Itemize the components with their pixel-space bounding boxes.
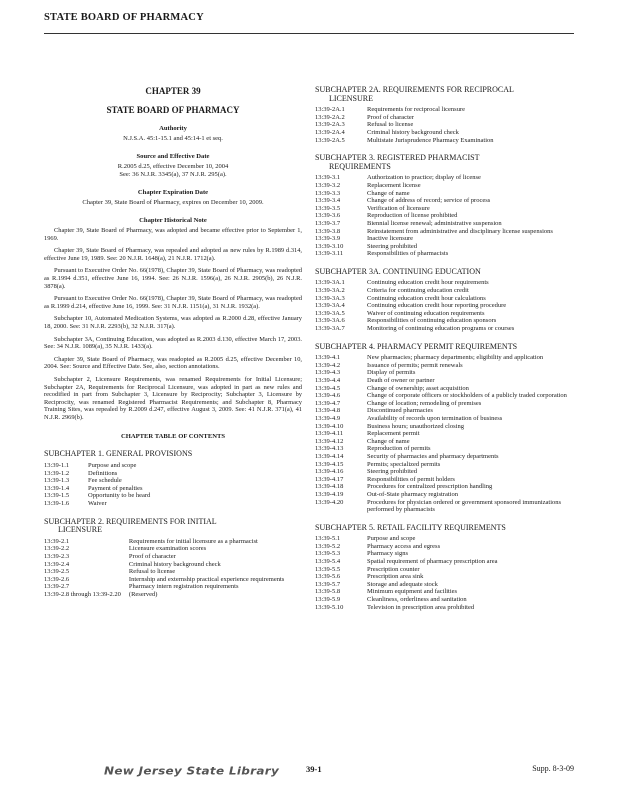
section-number: 13:39-3A.5: [315, 309, 345, 317]
section-number: 13:39-1.3: [44, 477, 70, 485]
toc-entry: [315, 362, 578, 370]
section-title: Change of location; remodeling of premises: [367, 399, 482, 407]
subchapter-title: SUBCHAPTER 2A. REQUIREMENTS FOR RECIPROCAL: [315, 85, 514, 94]
history-paragraph: Pursuant to Executive Order No. 66(1978), Chapter 39, State Board of Pharmacy, was readopted as R.1999 d.214, effective June 16, 1999. See: 31 N.J.R. 1151(a), 31 N.J.R. 1932(a).: [44, 295, 302, 310]
toc-entry: [44, 545, 302, 553]
history-paragraph: Subchapter 10, Automated Medication Systems, was adopted as R.2000 d.28, effective January 18, 2000. See: 31 N.J.R. 2293(b), 32 N.J.R. 317(a).: [44, 315, 302, 330]
section-number: 13:39-3A.6: [315, 317, 345, 325]
section-number: 13:39-1.1: [44, 462, 70, 470]
section-number: 13:39-3A.3: [315, 294, 345, 302]
section-title: Prescription area sink: [367, 573, 424, 581]
section-title: Monitoring of continuing education programs or courses: [367, 325, 515, 333]
toc-entry: [315, 415, 578, 423]
section-title: Spatial requirement of pharmacy prescription area: [367, 558, 498, 566]
section-title: Reinstatement from administrative and disciplinary license suspensions: [367, 227, 553, 235]
section-number: 13:39-3.6: [315, 212, 341, 220]
section-title: Display of permits: [367, 369, 416, 377]
toc-entry: [315, 392, 578, 400]
section-number: 13:39-3A.7: [315, 325, 345, 333]
section-title: Inactive licensure: [367, 235, 414, 243]
subchapter-title-cont: LICENSURE: [58, 525, 102, 535]
section-title: Discontinued pharmacies: [367, 407, 433, 415]
section-number: 13:39-4.10: [315, 422, 344, 430]
section-title: Change of name: [367, 437, 410, 445]
section-title: Procedures for centralized prescription handling: [367, 483, 493, 491]
section-number: 13:39-4.11: [315, 430, 344, 438]
section-number: 13:39-4.9: [315, 414, 341, 422]
section-number: 13:39-5.9: [315, 596, 341, 604]
history-paragraph: Chapter 39, State Board of Pharmacy, was readopted as R.2005 d.25, effective December 10, 2004. See: Source and Effective Date. See, also, section annotations.: [44, 355, 302, 371]
section-number: 13:39-3.2: [315, 181, 341, 189]
chapter-number: CHAPTER 39: [145, 86, 201, 96]
subchapter-heading: [44, 450, 302, 459]
source-line: R.2005 d.25, effective December 10, 2004: [117, 163, 229, 170]
toc-entry: [315, 543, 578, 551]
toc-entry: [315, 279, 578, 287]
toc-entry: [315, 468, 578, 476]
toc-entry: [315, 212, 578, 220]
section-number: 13:39-3.1: [315, 174, 341, 182]
section-title: Criminal history background check: [128, 560, 221, 568]
toc-entry: [44, 591, 302, 599]
section-number: 13:39-2.4: [44, 560, 70, 568]
left-column: [44, 86, 302, 599]
section-title: Proof of character: [367, 113, 414, 121]
toc-entry: [44, 470, 302, 478]
toc-entry: [315, 581, 578, 589]
section-title: Minimum equipment and facilities: [367, 588, 458, 596]
section-title: Purpose and scope: [88, 462, 137, 470]
section-number: 13:39-4.4: [315, 377, 341, 384]
authority-heading: Authority: [159, 125, 187, 132]
toc-entry: [315, 558, 578, 566]
section-number: 13:39-2A.2: [315, 113, 345, 121]
toc-entry: [315, 129, 578, 137]
section-number: 13:39-3.7: [315, 219, 341, 227]
section-number: 13:39-2.7: [44, 583, 70, 591]
toc-entry: [315, 250, 578, 258]
header-rule: [44, 33, 574, 34]
section-title: Pharmacy signs: [367, 550, 408, 558]
toc-entry: [315, 461, 578, 469]
toc-entry: [315, 445, 578, 453]
section-title: Definitions: [88, 469, 118, 477]
section-number: 13:39-5.10: [315, 603, 344, 611]
subchapter-title: SUBCHAPTER 5. RETAIL FACILITY REQUIREMENTS: [315, 522, 506, 532]
section-title: New pharmacies; pharmacy departments; eligibility and application: [367, 354, 544, 362]
toc-entry: [315, 310, 578, 318]
toc-entry: [44, 553, 302, 561]
section-number: 13:39-1.5: [44, 492, 70, 500]
toc-entry: [315, 604, 578, 612]
toc-list: [44, 462, 302, 508]
toc-list: [315, 174, 578, 258]
subchapter-title: SUBCHAPTER 4. PHARMACY PERMIT REQUIREMENTS: [315, 341, 518, 351]
toc-entry: [315, 369, 578, 377]
toc-entry: [315, 596, 578, 604]
toc-entry: [315, 243, 578, 251]
subchapter-title: SUBCHAPTER 2. REQUIREMENTS FOR INITIAL: [44, 516, 217, 526]
section-number: 13:39-4.16: [315, 468, 344, 476]
toc-entry: [315, 197, 578, 205]
toc-entry: [315, 377, 578, 385]
section-number: 13:39-5.6: [315, 573, 341, 581]
section-title: Responsibilities of continuing education sponsors: [367, 317, 497, 325]
toc-heading: CHAPTER TABLE OF CONTENTS: [120, 433, 226, 441]
section-number: 13:39-3.10: [315, 242, 344, 250]
section-number: 13:39-4.17: [315, 475, 344, 483]
section-number: 13:39-3A.4: [315, 302, 345, 310]
page-footer: [44, 764, 574, 782]
history-paragraph: Pursuant to Executive Order No. 66(1978), Chapter 39, State Board of Pharmacy, was readopted as R.1994 d.351, effective June 16, 1994. See: 26 N.J.R. 1596(a), 26 N.J.R. 2905(b), 26 N.J.R. 3878(a).: [44, 267, 302, 290]
section-title: Out-of-State pharmacy registration: [367, 490, 458, 498]
section-title: Storage and adequate stock: [367, 580, 438, 588]
section-title: Change of address of record; service of process: [367, 197, 491, 205]
section-title: Refusal to license: [128, 568, 176, 576]
toc-list: [315, 354, 578, 513]
toc-entry: [315, 453, 578, 461]
history-heading: Chapter Historical Note: [139, 217, 207, 224]
section-title: Licensure examination scores: [128, 545, 207, 553]
section-number: 13:39-3A.2: [315, 287, 345, 295]
subchapter-heading: [44, 518, 302, 535]
section-title: Change of ownership; asset acquisition: [367, 384, 469, 392]
section-title: Continuing education credit hour reporting procedure: [367, 302, 507, 310]
section-number: 13:39-5.2: [315, 542, 341, 550]
history-paragraph: Subchapter 2, Licensure Requirements, was renamed Requirements for Initial Licensure; Subchapter 2A, Requirements for Reciprocal Licensure, was adopted in part as new rules and recodified in part from Subchapter 3, Licensure by Reciprocity; Subchapter 3, Licensure by Reciprocity, was renamed Registered Pharmacist Requirements; and Subchapter 8, Pharmacy Training Sites, was repealed by R.2009 d.247, effective August 3, 2009. See: 41 N.J.R. 371(a), 41 N.J.R. 2969(b).: [44, 375, 302, 421]
toc-entry: [315, 190, 578, 198]
toc-entry: [315, 491, 578, 499]
toc-entry: [315, 535, 578, 543]
toc-entry: [44, 576, 302, 584]
section-title: Steering prohibited: [367, 468, 418, 476]
source-heading: Source and Effective Date: [136, 153, 210, 160]
section-title: Verification of licensure: [367, 204, 430, 212]
toc-list: [44, 538, 302, 599]
section-number: 13:39-5.4: [315, 558, 341, 566]
subchapter-heading: [315, 343, 578, 352]
section-number: 13:39-5.1: [315, 535, 341, 543]
toc-entry: [44, 568, 302, 576]
section-title: Pharmacy intern registration requirements: [128, 583, 239, 591]
section-title: Authorization to practice; display of license: [367, 174, 481, 182]
section-title: Prescription counter: [367, 565, 420, 573]
section-title: Requirements for initial licensure as a pharmacist: [128, 537, 258, 545]
subchapter-heading: [315, 268, 578, 277]
section-title: Availability of records upon termination of business: [367, 414, 503, 422]
subchapter-title: SUBCHAPTER 3A. CONTINUING EDUCATION: [315, 266, 481, 276]
toc-entry: [44, 485, 302, 493]
section-number: 13:39-4.19: [315, 490, 344, 498]
section-title: Cleanliness, orderliness and sanitation: [367, 596, 467, 604]
section-number: 13:39-1.4: [44, 484, 70, 492]
section-number: 13:39-4.8: [315, 407, 341, 415]
section-title: Procedures for physician ordered or government sponsored immunizations performed by pharmacists: [367, 498, 562, 514]
page-number: 39-1: [306, 764, 322, 774]
section-title: Refusal to license: [367, 121, 414, 129]
history-paragraph: Subchapter 3A, Continuing Education, was adopted as R.2003 d.130, effective March 17, 2003. See: 34 N.J.R. 1089(a), 35 N.J.R. 1433(a).: [44, 335, 302, 351]
section-title: Waiver: [88, 500, 107, 508]
history-paragraph: Chapter 39, State Board of Pharmacy, was repealed and adopted as new rules by R.1989 d.314, effective June 19, 1989. See: 20 N.J.R. 1648(a), 21 N.J.R. 1712(a).: [44, 247, 302, 262]
expiration-text: Chapter 39, State Board of Pharmacy, expires on December 10, 2009.: [82, 199, 264, 206]
section-title: Purpose and scope: [367, 535, 416, 543]
section-number: 13:39-4.20: [315, 498, 344, 506]
toc-entry: [315, 573, 578, 581]
section-number: 13:39-4.6: [315, 392, 341, 400]
section-title: Replacement permit: [367, 430, 420, 438]
section-title: Replacement license: [367, 181, 421, 189]
toc-entry: [315, 114, 578, 122]
section-title: Criminal history background check: [367, 128, 459, 136]
section-number: 13:39-4.3: [315, 369, 341, 377]
section-title: Biennial license renewal; administrative suspension: [367, 219, 502, 227]
right-column: [315, 86, 578, 611]
section-number: 13:39-3.4: [315, 197, 341, 205]
subchapter-title-cont: REQUIREMENTS: [329, 161, 391, 171]
toc-entry: [44, 500, 302, 508]
history-notes: [44, 227, 302, 421]
section-number: 13:39-4.12: [315, 437, 344, 445]
toc-entry: [315, 302, 578, 310]
section-title: Reproduction of license prohibited: [367, 212, 458, 220]
toc-list: [315, 535, 578, 611]
toc-entry: [44, 583, 302, 591]
section-number: 13:39-4.18: [315, 483, 344, 491]
section-title: Issuance of permits; permit renewals: [367, 361, 463, 369]
section-title: Continuing education credit hour calculations: [367, 294, 486, 302]
section-number: 13:39-4.5: [315, 384, 341, 392]
section-number: 13:39-3.3: [315, 189, 341, 197]
toc-entry: [315, 228, 578, 236]
section-title: Steering prohibited: [367, 242, 418, 250]
section-title: Requirements for reciprocal licensure: [367, 106, 465, 114]
section-number: 13:39-1.6: [44, 500, 70, 508]
section-title: Payment of penalties: [88, 484, 143, 492]
section-number: 13:39-2.6: [44, 575, 70, 583]
section-title: Fee schedule: [88, 477, 122, 485]
section-title: Waiver of continuing education requirements: [367, 309, 485, 317]
source-line: See: 36 N.J.R. 3345(a), 37 N.J.R. 295(a).: [119, 171, 227, 178]
chapter-title: STATE BOARD OF PHARMACY: [106, 105, 240, 115]
toc-entry: [315, 182, 578, 190]
section-number: 13:39-4.7: [315, 399, 341, 407]
history-paragraph: Chapter 39, State Board of Pharmacy, was adopted and became effective prior to September 1, 1969.: [44, 227, 302, 242]
section-number: 13:39-4.2: [315, 361, 341, 369]
toc-entry: [315, 407, 578, 415]
section-title: Opportunity to be heard: [88, 492, 151, 500]
subchapter-heading: [315, 154, 578, 171]
toc-entry: [315, 438, 578, 446]
section-title: Security of pharmacies and pharmacy departments: [367, 452, 499, 460]
toc-entry: [315, 400, 578, 408]
section-number: 13:39-4.14: [315, 452, 344, 460]
section-number: 13:39-2A.4: [315, 128, 345, 136]
toc-list: [315, 279, 578, 332]
section-number: 13:39-5.8: [315, 588, 341, 596]
section-title: Internship and externship practical experience requirements: [128, 575, 285, 583]
toc-entry: [315, 220, 578, 228]
toc-entry: [315, 483, 578, 491]
section-number: 13:39-3.11: [315, 250, 344, 258]
section-title: Change of name: [367, 189, 410, 197]
supplement-date: Supp. 8-3-09: [532, 764, 574, 773]
section-number: 13:39-2.8 through 13:39-2.20: [44, 590, 121, 598]
section-title: Responsibilities of permit holders: [367, 475, 455, 483]
toc-entry: [315, 550, 578, 558]
section-title: Responsibilities of pharmacists: [367, 250, 449, 258]
toc-entry: [315, 430, 578, 438]
section-number: 13:39-2A.1: [315, 106, 345, 114]
toc-entry: [315, 423, 578, 431]
toc-entry: [315, 317, 578, 325]
section-number: 13:39-2.1: [44, 537, 70, 545]
section-number: 13:39-3.9: [315, 235, 341, 243]
section-number: 13:39-3.8: [315, 227, 341, 235]
toc-entry: [315, 325, 578, 333]
section-number: 13:39-2.3: [44, 553, 70, 560]
section-number: 13:39-3A.1: [315, 279, 345, 287]
toc-entry: [315, 235, 578, 243]
expiration-heading: Chapter Expiration Date: [137, 189, 209, 196]
section-title: Permits; specialized permits: [367, 460, 441, 468]
toc-entry: [315, 476, 578, 484]
section-title: Television in prescription area prohibited: [367, 603, 475, 611]
toc-entry: [315, 385, 578, 393]
section-title: Business hours; unauthorized closing: [367, 422, 464, 430]
section-number: 13:39-3.5: [315, 204, 341, 212]
section-title: Pharmacy access and egress: [367, 542, 441, 550]
section-title: Criteria for continuing education credit: [367, 287, 469, 295]
section-title: Change of corporate officers or stockholders of a publicly traded corporation: [367, 392, 567, 400]
section-number: 13:39-4.15: [315, 460, 344, 468]
toc-entry: [44, 538, 302, 546]
subchapter-title: SUBCHAPTER 3. REGISTERED PHARMACIST: [315, 153, 480, 163]
toc-entry: [315, 354, 578, 362]
toc-entry: [315, 205, 578, 213]
section-title: Death of owner or partner: [367, 377, 435, 384]
toc-entry: [315, 566, 578, 574]
section-title: Continuing education credit hour requirements: [367, 279, 489, 287]
toc-entry: [44, 492, 302, 500]
section-number: 13:39-1.2: [44, 469, 70, 477]
authority-text: N.J.S.A. 45:1-15.1 and 45:14-1 et seq.: [123, 135, 223, 142]
section-number: 13:39-2A.5: [315, 136, 345, 144]
subchapter-heading: [315, 86, 578, 103]
toc-entry: [315, 174, 578, 182]
toc-entry: [315, 287, 578, 295]
section-number: 13:39-5.7: [315, 580, 341, 588]
toc-entry: [44, 462, 302, 470]
section-number: 13:39-5.5: [315, 565, 341, 573]
section-number: 13:39-2.2: [44, 545, 70, 553]
section-title: Reproduction of permits: [367, 445, 431, 453]
toc-entry: [315, 295, 578, 303]
subchapter-title: SUBCHAPTER 1. GENERAL PROVISIONS: [44, 449, 193, 459]
toc-entry: [315, 137, 578, 145]
section-title: Proof of character: [128, 553, 176, 560]
toc-entry: [315, 499, 578, 514]
toc-entry: [44, 561, 302, 569]
section-number: 13:39-4.1: [315, 354, 341, 362]
toc-list: [315, 106, 578, 144]
section-number: 13:39-2A.3: [315, 121, 345, 129]
running-header: STATE BOARD OF PHARMACY: [44, 12, 204, 23]
section-number: 13:39-5.3: [315, 550, 341, 558]
library-logo: New Jersey State Library: [104, 765, 280, 777]
subchapter-title-cont: LICENSURE: [329, 93, 373, 103]
section-number: 13:39-4.13: [315, 445, 344, 453]
toc-entry: [315, 588, 578, 596]
section-title: (Reserved): [128, 590, 158, 598]
section-title: Multistate Jurisprudence Pharmacy Examination: [367, 136, 494, 144]
toc-entry: [315, 121, 578, 129]
toc-entry: [44, 477, 302, 485]
subchapter-heading: [315, 524, 578, 533]
toc-entry: [315, 106, 578, 114]
section-number: 13:39-2.5: [44, 568, 70, 576]
